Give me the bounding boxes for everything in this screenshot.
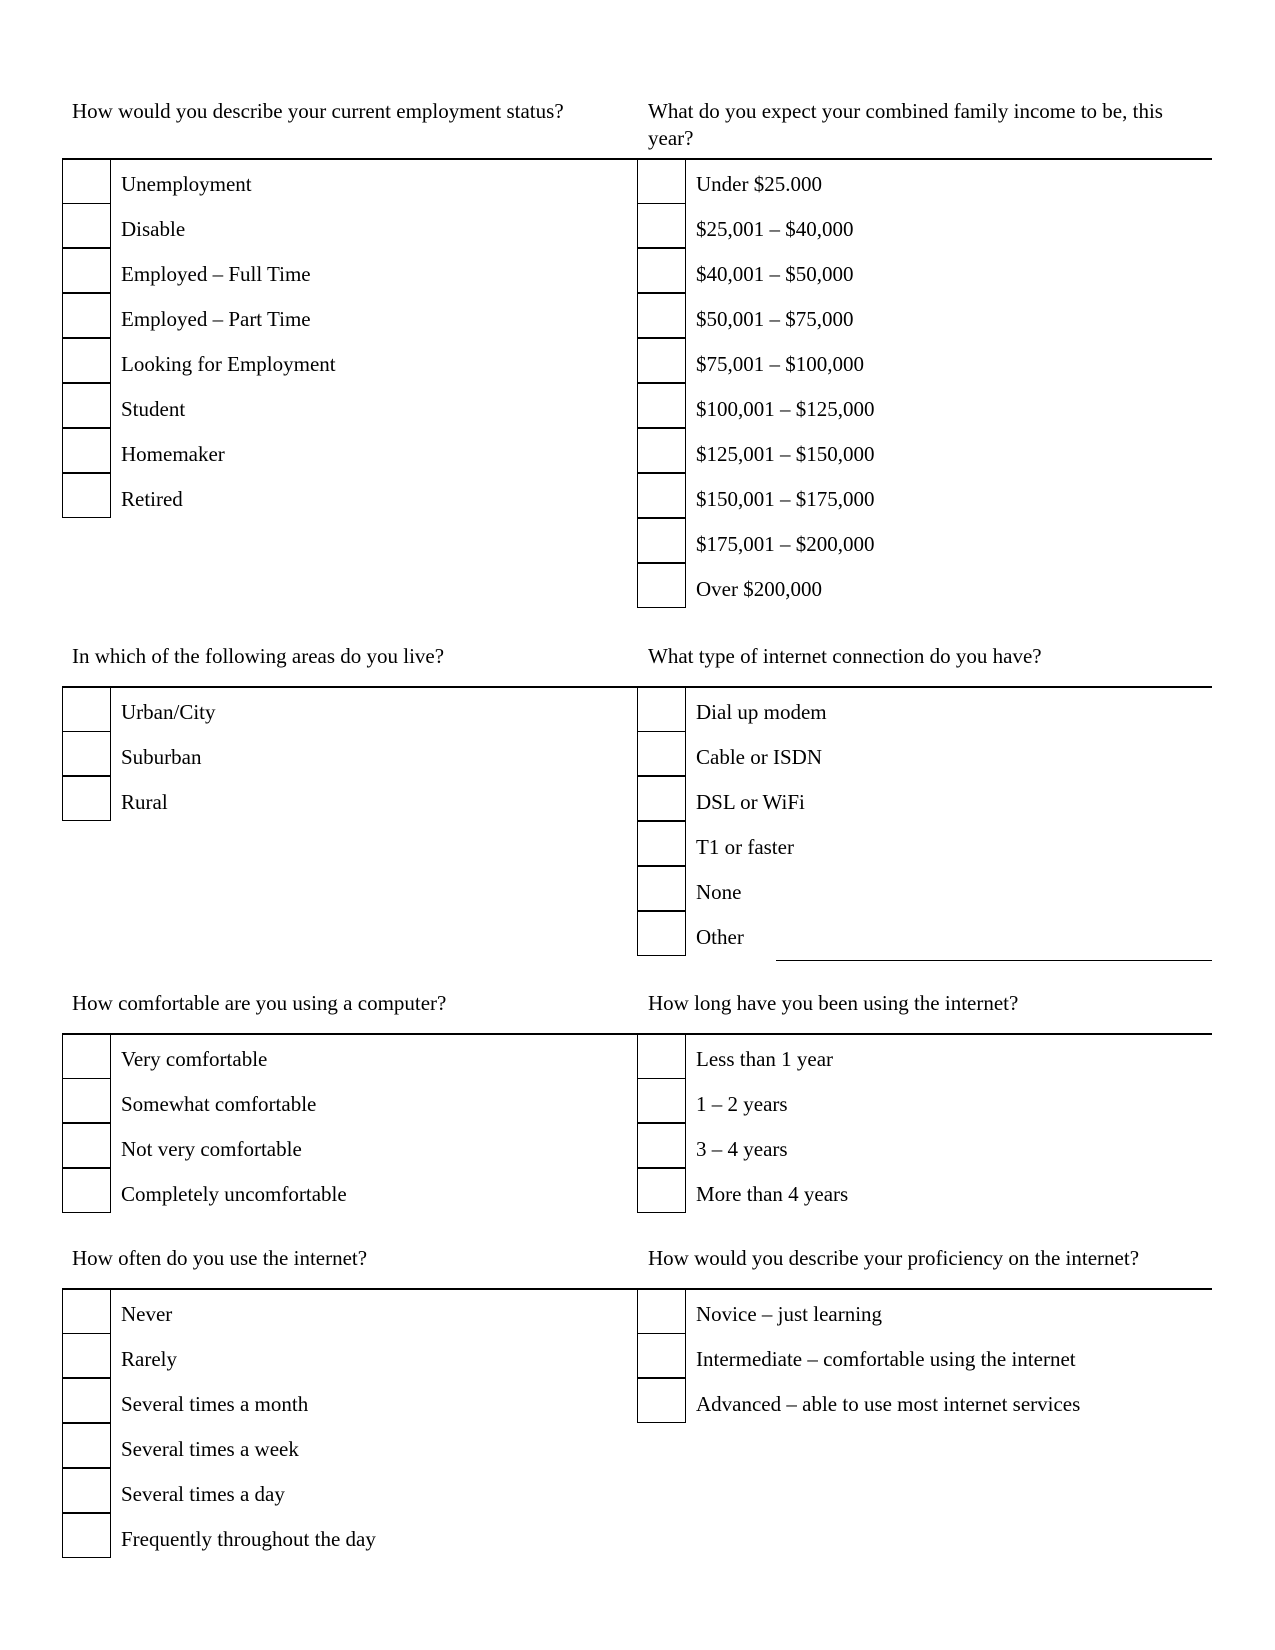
duration-checkbox[interactable] (637, 1168, 686, 1213)
employment-checkbox[interactable] (62, 248, 111, 293)
question-connection: What type of internet connection do you have? (648, 644, 1042, 668)
employment-option[interactable] (62, 339, 622, 384)
income-option[interactable] (637, 294, 1197, 339)
proficiency-checkbox[interactable] (637, 1289, 686, 1334)
employment-checkbox[interactable] (62, 473, 111, 518)
connection-option[interactable] (637, 687, 1197, 732)
proficiency-option[interactable] (637, 1379, 1197, 1424)
duration-checkbox[interactable] (637, 1034, 686, 1079)
employment-option-label: Unemployment (121, 172, 252, 196)
income-option[interactable] (637, 564, 1197, 609)
employment-option-label: Homemaker (121, 442, 225, 466)
income-option[interactable] (637, 339, 1197, 384)
income-option-label: $50,001 – $75,000 (696, 307, 854, 331)
duration-option-label: Less than 1 year (696, 1047, 834, 1071)
income-option-label: $175,001 – $200,000 (696, 532, 875, 556)
income-option-label: $75,001 – $100,000 (696, 352, 864, 376)
employment-checkbox[interactable] (62, 159, 111, 204)
connection-checkbox[interactable] (637, 821, 686, 866)
question-income: What do you expect your combined family income to be, this year? (648, 99, 1163, 150)
question-area: In which of the following areas do you live? (72, 644, 445, 668)
frequency-option-label: Rarely (121, 1347, 177, 1371)
connection-option[interactable] (637, 732, 1197, 777)
area-option-label: Rural (121, 790, 168, 814)
duration-checkbox[interactable] (637, 1123, 686, 1168)
question-comfort: How comfortable are you using a computer? (72, 991, 447, 1015)
proficiency-checkbox[interactable] (637, 1378, 686, 1423)
duration-option[interactable] (637, 1124, 1197, 1169)
proficiency-checkbox[interactable] (637, 1333, 686, 1378)
duration-option-label: More than 4 years (696, 1182, 849, 1206)
frequency-option[interactable] (62, 1424, 622, 1469)
connection-checkbox[interactable] (637, 911, 686, 956)
employment-option-label: Retired (121, 487, 183, 511)
connection-checkbox[interactable] (637, 731, 686, 776)
frequency-option-label: Several times a day (121, 1482, 285, 1506)
connection-option-label: Cable or ISDN (696, 745, 822, 769)
proficiency-option[interactable] (637, 1334, 1197, 1379)
question-employment: How would you describe your current employment status? (72, 99, 564, 123)
frequency-checkbox[interactable] (62, 1468, 111, 1513)
income-option[interactable] (637, 159, 1197, 204)
income-option-label: $25,001 – $40,000 (696, 217, 854, 241)
employment-option[interactable] (62, 249, 622, 294)
frequency-checkbox[interactable] (62, 1289, 111, 1334)
employment-checkbox[interactable] (62, 428, 111, 473)
area-option[interactable] (62, 732, 622, 777)
options-income (637, 159, 1197, 609)
question-frequency: How often do you use the internet? (72, 1246, 368, 1270)
comfort-option-label: Very comfortable (121, 1047, 268, 1071)
duration-checkbox[interactable] (637, 1078, 686, 1123)
comfort-checkbox[interactable] (62, 1168, 111, 1213)
frequency-option[interactable] (62, 1514, 622, 1559)
frequency-checkbox[interactable] (62, 1513, 111, 1558)
duration-option-label: 1 – 2 years (696, 1092, 788, 1116)
duration-option[interactable] (637, 1169, 1197, 1214)
frequency-option-label: Frequently throughout the day (121, 1527, 376, 1551)
options-proficiency (637, 1289, 1197, 1424)
frequency-option-label: Never (121, 1302, 173, 1326)
employment-option-label: Disable (121, 217, 186, 241)
frequency-option[interactable] (62, 1379, 622, 1424)
connection-option[interactable] (637, 867, 1197, 912)
employment-option-label: Employed – Full Time (121, 262, 311, 286)
employment-option[interactable] (62, 429, 622, 474)
options-comfort (62, 1034, 622, 1214)
frequency-checkbox[interactable] (62, 1333, 111, 1378)
comfort-option[interactable] (62, 1034, 622, 1079)
connection-checkbox[interactable] (637, 687, 686, 732)
comfort-option[interactable] (62, 1124, 622, 1169)
duration-option[interactable] (637, 1079, 1197, 1124)
employment-option[interactable] (62, 294, 622, 339)
income-option-label: $100,001 – $125,000 (696, 397, 875, 421)
duration-option[interactable] (637, 1034, 1197, 1079)
employment-checkbox[interactable] (62, 383, 111, 428)
comfort-option[interactable] (62, 1169, 622, 1214)
income-checkbox[interactable] (637, 383, 686, 428)
comfort-option-label: Completely uncomfortable (121, 1182, 347, 1206)
other-specify-line[interactable] (776, 960, 1212, 961)
connection-option-label: T1 or faster (696, 835, 794, 859)
connection-option-label: None (696, 880, 742, 904)
connection-option[interactable] (637, 912, 1197, 957)
income-option-label: Over $200,000 (696, 577, 822, 601)
frequency-option[interactable] (62, 1469, 622, 1514)
area-checkbox[interactable] (62, 687, 111, 732)
income-checkbox[interactable] (637, 473, 686, 518)
frequency-option[interactable] (62, 1289, 622, 1334)
question-duration: How long have you been using the internet? (648, 991, 1019, 1015)
connection-checkbox[interactable] (637, 866, 686, 911)
proficiency-option[interactable] (637, 1289, 1197, 1334)
income-option[interactable] (637, 249, 1197, 294)
employment-option[interactable] (62, 474, 622, 519)
options-area (62, 687, 622, 822)
employment-checkbox[interactable] (62, 203, 111, 248)
employment-option[interactable] (62, 159, 622, 204)
area-option[interactable] (62, 687, 622, 732)
connection-option[interactable] (637, 777, 1197, 822)
employment-option-label: Looking for Employment (121, 352, 336, 376)
income-option-label: $40,001 – $50,000 (696, 262, 854, 286)
frequency-checkbox[interactable] (62, 1423, 111, 1468)
frequency-option-label: Several times a month (121, 1392, 309, 1416)
connection-option-label: DSL or WiFi (696, 790, 805, 814)
employment-option-label: Student (121, 397, 186, 421)
area-option[interactable] (62, 777, 622, 822)
area-checkbox[interactable] (62, 731, 111, 776)
connection-checkbox[interactable] (637, 776, 686, 821)
options-frequency (62, 1289, 622, 1559)
income-checkbox[interactable] (637, 338, 686, 383)
income-checkbox[interactable] (637, 563, 686, 608)
income-option-label: $150,001 – $175,000 (696, 487, 875, 511)
comfort-checkbox[interactable] (62, 1034, 111, 1079)
employment-checkbox[interactable] (62, 338, 111, 383)
income-option[interactable] (637, 519, 1197, 564)
income-option[interactable] (637, 429, 1197, 474)
duration-option-label: 3 – 4 years (696, 1137, 788, 1161)
employment-option-label: Employed – Part Time (121, 307, 311, 331)
question-proficiency: How would you describe your proficiency on the internet? (648, 1246, 1140, 1270)
options-employment (62, 159, 622, 519)
employment-checkbox[interactable] (62, 293, 111, 338)
frequency-option[interactable] (62, 1334, 622, 1379)
proficiency-option-label: Advanced – able to use most internet services (696, 1392, 1081, 1416)
income-checkbox[interactable] (637, 428, 686, 473)
comfort-option-label: Somewhat comfortable (121, 1092, 317, 1116)
comfort-checkbox[interactable] (62, 1123, 111, 1168)
income-checkbox[interactable] (637, 518, 686, 563)
connection-option-label: Other (696, 925, 744, 949)
employment-option[interactable] (62, 384, 622, 429)
comfort-checkbox[interactable] (62, 1078, 111, 1123)
employment-option[interactable] (62, 204, 622, 249)
connection-option-label: Dial up modem (696, 700, 827, 724)
area-checkbox[interactable] (62, 776, 111, 821)
comfort-option-label: Not very comfortable (121, 1137, 302, 1161)
options-duration (637, 1034, 1197, 1214)
income-checkbox[interactable] (637, 248, 686, 293)
area-option-label: Suburban (121, 745, 202, 769)
income-option[interactable] (637, 204, 1197, 249)
frequency-checkbox[interactable] (62, 1378, 111, 1423)
comfort-option[interactable] (62, 1079, 622, 1124)
income-option-label: Under $25.000 (696, 172, 822, 196)
proficiency-option-label: Intermediate – comfortable using the internet (696, 1347, 1076, 1371)
proficiency-option-label: Novice – just learning (696, 1302, 883, 1326)
income-checkbox[interactable] (637, 293, 686, 338)
income-option[interactable] (637, 384, 1197, 429)
options-connection (637, 687, 1197, 957)
income-option[interactable] (637, 474, 1197, 519)
income-checkbox[interactable] (637, 159, 686, 204)
frequency-option-label: Several times a week (121, 1437, 299, 1461)
connection-option[interactable] (637, 822, 1197, 867)
income-option-label: $125,001 – $150,000 (696, 442, 875, 466)
income-checkbox[interactable] (637, 203, 686, 248)
area-option-label: Urban/City (121, 700, 216, 724)
